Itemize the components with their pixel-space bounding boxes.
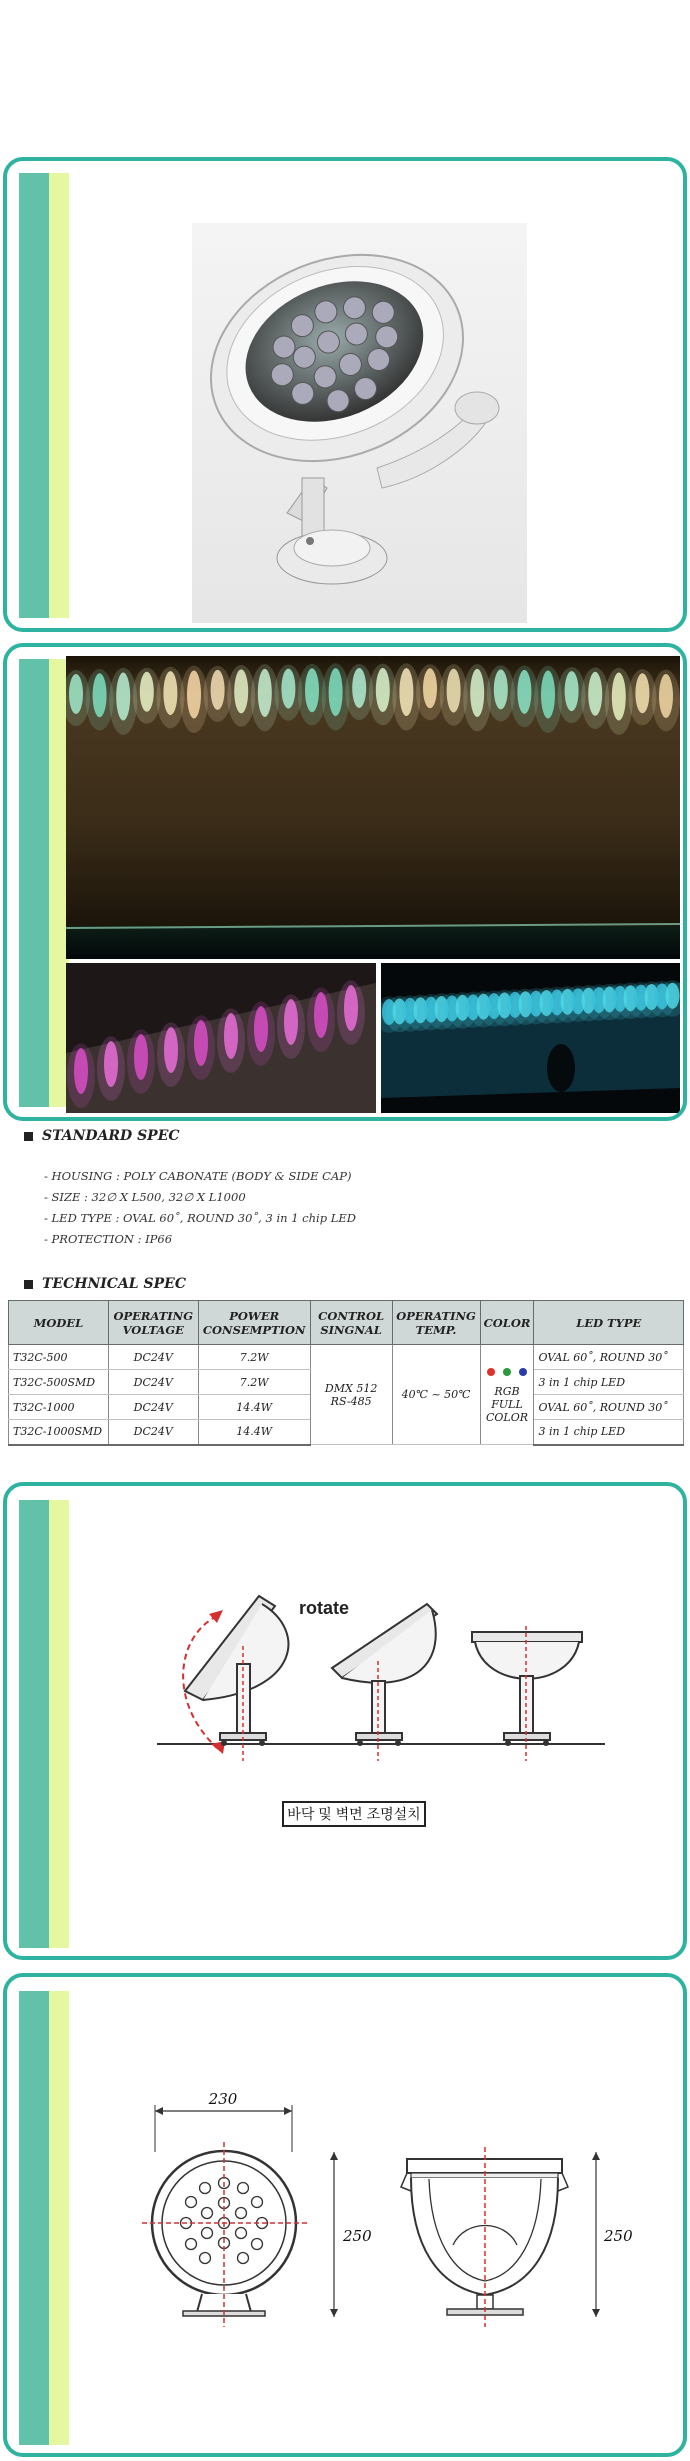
light-fixture-glow-halo <box>109 668 137 735</box>
light-fixture-glow-halo <box>251 664 279 731</box>
power-cell: 14.4W <box>198 1395 310 1420</box>
wall-lighting-photo <box>66 656 680 959</box>
product-photo <box>192 223 527 623</box>
control-signal-line: DMX 512 <box>324 1381 378 1395</box>
color-line: COLOR <box>485 1410 529 1424</box>
control-signal-cell <box>310 1345 392 1445</box>
col-header: LED TYPE <box>534 1301 684 1345</box>
control-signal-line: RS-485 <box>330 1394 372 1408</box>
front-view-icon <box>142 2142 307 2327</box>
col-header: POWER CONSEMPTION <box>198 1301 310 1345</box>
install-caption: 바닥 및 벽면 조명설치 <box>287 1806 421 1822</box>
led-type-cell: 3 in 1 chip LED <box>534 1420 684 1445</box>
spec-item: - SIZE : 32∅ X L500, 32∅ X L1000 <box>44 1190 246 1204</box>
col-header: OPERATING VOLTAGE <box>108 1301 198 1345</box>
light-fixture-glow-halo <box>322 663 350 730</box>
power-cell: 14.4W <box>198 1420 310 1445</box>
light-fixture-glow-halo <box>652 670 680 732</box>
technical-spec-heading <box>24 1276 186 1292</box>
model-cell: T32C-1000 <box>9 1395 109 1420</box>
led-type-cell: OVAL 60˚, ROUND 30˚ <box>534 1395 684 1420</box>
light-fixture-glow-halo <box>307 987 335 1051</box>
decor-strip <box>49 173 69 618</box>
light-fixture-glow-halo <box>337 980 365 1044</box>
side-view-icon <box>401 2147 568 2327</box>
height-label-left: 250 <box>343 2227 372 2245</box>
bullet-square-icon <box>24 1132 33 1141</box>
power-cell: 7.2W <box>198 1345 310 1370</box>
table-row <box>9 1345 684 1370</box>
light-fixture-glow-halo <box>67 1043 95 1107</box>
rotate-label: rotate <box>299 1598 350 1618</box>
color-dots <box>481 1366 534 1379</box>
color-cell <box>480 1345 534 1445</box>
height-label-right: 250 <box>604 2227 633 2245</box>
voltage-cell: DC24V <box>108 1420 198 1445</box>
rotate-diagram <box>7 1486 687 1960</box>
lamp-upright-icon <box>472 1626 582 1761</box>
light-fixture-glow-halo <box>247 1001 275 1065</box>
led-type-cell: 3 in 1 chip LED <box>534 1370 684 1395</box>
model-cell: T32C-1000SMD <box>9 1420 109 1445</box>
product-panel <box>3 157 687 632</box>
led-type-cell: OVAL 60˚, ROUND 30˚ <box>534 1345 684 1370</box>
dimension-diagram-panel <box>3 1973 687 2457</box>
bullet-square-icon <box>24 1280 33 1289</box>
power-cell: 7.2W <box>198 1370 310 1395</box>
lamp-angled-icon <box>332 1604 437 1761</box>
light-fixture-glow-halo <box>97 1036 125 1100</box>
spec-item: - HOUSING : POLY CABONATE (BODY & SIDE CAP) <box>44 1169 352 1183</box>
cyan-lighting-photo <box>381 963 680 1113</box>
model-cell: T32C-500SMD <box>9 1370 109 1395</box>
lamp-tilted-icon <box>183 1596 288 1761</box>
model-cell: T32C-500 <box>9 1345 109 1370</box>
dimension-diagram <box>7 1977 687 2457</box>
light-fixture-glow-halo <box>180 666 208 733</box>
operating-temp-cell: 40℃ ~ 50℃ <box>392 1345 480 1445</box>
col-header: MODEL <box>9 1301 109 1345</box>
col-header: CONTROL SINGNAL <box>310 1301 392 1345</box>
heading-text: STANDARD SPEC <box>42 1128 180 1144</box>
light-fixture-glow-halo <box>157 1022 185 1086</box>
decor-strip <box>19 659 49 1107</box>
color-line: FULL <box>491 1397 523 1411</box>
spec-item: - LED TYPE : OVAL 60˚, ROUND 30˚, 3 in 1 chip LED <box>44 1211 356 1225</box>
rotate-diagram-panel <box>3 1482 687 1960</box>
standard-spec-list <box>44 1166 356 1250</box>
light-fixture-glow-halo <box>127 1029 155 1093</box>
decor-strip <box>19 173 49 618</box>
spec-item: - PROTECTION : IP66 <box>44 1232 173 1246</box>
color-line: RGB <box>494 1384 520 1398</box>
light-fixture-glow-halo <box>187 1015 215 1079</box>
heading-text: TECHNICAL SPEC <box>42 1276 186 1292</box>
standard-spec-heading <box>24 1128 180 1144</box>
voltage-cell: DC24V <box>108 1370 198 1395</box>
blue-dot-icon <box>519 1368 527 1376</box>
table-header-row <box>9 1301 684 1345</box>
light-fixture-glow-halo <box>277 994 305 1058</box>
voltage-cell: DC24V <box>108 1345 198 1370</box>
green-dot-icon <box>503 1368 511 1376</box>
col-header: COLOR <box>480 1301 534 1345</box>
light-fixture-glow-halo <box>217 1008 245 1072</box>
pink-lighting-photo <box>66 963 376 1113</box>
installation-panel <box>3 643 687 1121</box>
red-dot-icon <box>487 1368 495 1376</box>
technical-spec-table <box>8 1300 684 1446</box>
col-header: OPERATING TEMP. <box>392 1301 480 1345</box>
voltage-cell: DC24V <box>108 1395 198 1420</box>
width-label: 230 <box>208 2090 238 2108</box>
